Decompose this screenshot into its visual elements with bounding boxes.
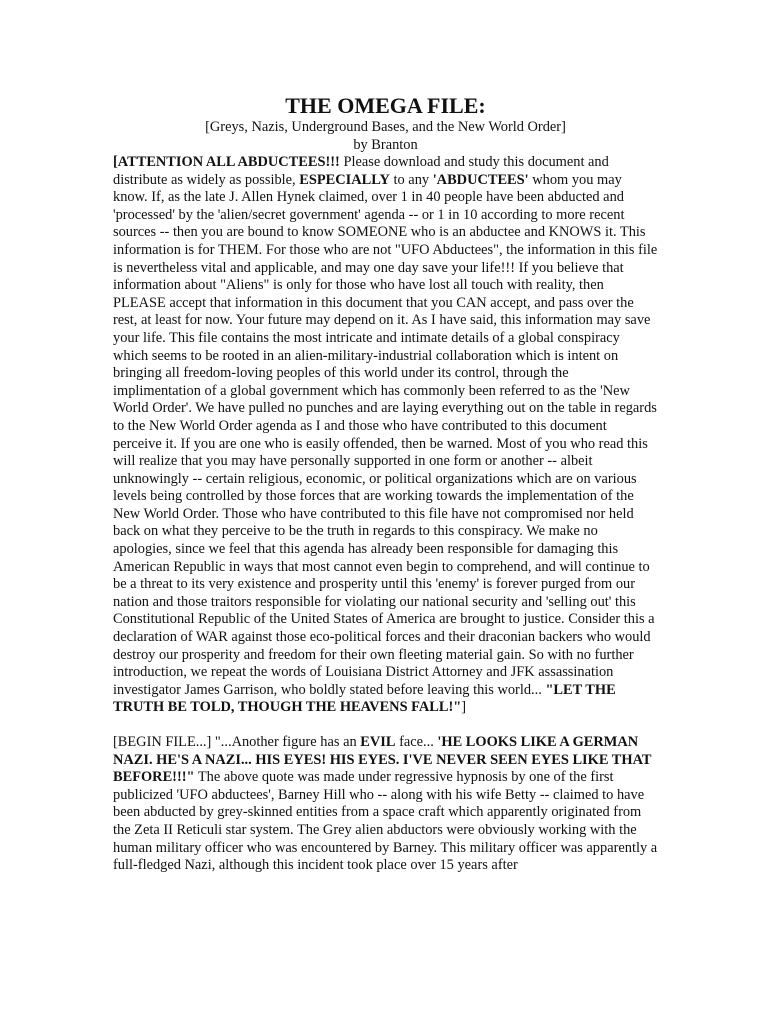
bold-text-segment: [ATTENTION ALL ABDUCTEES!!! (113, 154, 340, 170)
file-start-paragraph (113, 734, 658, 875)
bold-text-segment: 'ABDUCTEES' (432, 171, 529, 188)
text-segment: [BEGIN FILE...] "...Another figure has an (113, 734, 361, 750)
document-page (113, 94, 658, 875)
text-segment: whom you may know. If, as the late J. Allen Hynek claimed, over 1 in 40 people have been abducted and 'processed' by the 'alien/secret government' agenda -- or 1 in 10 according to more recent sources -- then you are bound to know SOMEONE who is an abductee and KNOWS it. This information is for THEM. For those who are not "UFO Abductees", the information in this file is nevertheless vital and applicable, and may one day save your life!!! If you believe that information about "Aliens" is only for those who have lost all touch with reality, then PLEASE accept that information in this document that you CAN accept, and pass over the rest, at least for now. Your future may depend on it. As I have said, this information may save your life. This file contains the most intricate and intimate details of a global conspiracy which seems to be rooted in an alien-military-industrial collaboration which is intent on bringing all freedom-loving peoples of this world under its control, through the implimentation of a global government which has commonly been referred to as the 'New World Order'. We have pulled no punches and are laying everything out on the table in regards to the New World Order agenda as I and those who have contributed to this document perceive it. If you are one who is easily offended, then be warned. Most of you who read this will realize that you may have personally supported in one form or another -- albeit unknowingly -- certain religious, economic, or political organizations which are on various levels being controlled by those forces that are working towards the implementation of the New World Order. Those who have contributed to this file have not compromised nor held back on what they perceive to be the truth in regards to this conspiracy. We make no apologies, since we feel that this agenda has already been responsible for damaging this American Republic in ways that most cannot even begin to comprehend, and will continue to be a threat to its very existence and prosperity until this 'enemy' is forever purged from our nation and those traitors responsible for violating our national security and 'selling out' this Constitutional Republic of the United States of America are brought to justice. Consider this a declaration of WAR against those eco-political forces and their draconian backers who would destroy our prosperity and freedom for their own fleeting material gain. So with no further introduction, we repeat the words of Louisiana District Attorney and JFK assassination investigator James Garrison, who boldly stated before leaving this world... (113, 171, 658, 698)
text-segment: Please download and study this document and distribute as widely as possible, (113, 154, 609, 188)
bold-text-segment: 'HE LOOKS LIKE A GERMAN NAZI. HE'S A NAZI... HIS EYES! HIS EYES. I'VE NEVER SEEN EYES LIKE THAT BEFORE!!!" (113, 734, 652, 786)
document-title: THE OMEGA FILE: (285, 93, 486, 118)
bold-text-segment: "LET THE TRUTH BE TOLD, THOUGH THE HEAVENS FALL!" (113, 681, 616, 716)
bold-text-segment: ESPECIALLY (299, 171, 390, 188)
document-subtitle: [Greys, Nazis, Underground Bases, and the New World Order] (205, 119, 566, 135)
text-segment: The above quote was made under regressive hypnosis by one of the first publicized 'UFO abductees', Barney Hill who -- along with his wife Betty -- claimed to have been abducted by grey-skinned entities from a space craft which apparently originated from the Zeta II Reticuli star system. The Grey alien abductors were obviously working with the human military officer who was encountered by Barney. This military officer was apparently a full-fledged Nazi, although this incident took place over 15 years after (113, 769, 658, 874)
intro-paragraph (113, 154, 658, 717)
bold-text-segment: EVIL (360, 734, 396, 750)
text-segment: face... (395, 734, 438, 750)
text-segment: to any (389, 171, 433, 188)
text-segment: ] (461, 699, 467, 716)
document-byline: by Branton (353, 137, 418, 153)
